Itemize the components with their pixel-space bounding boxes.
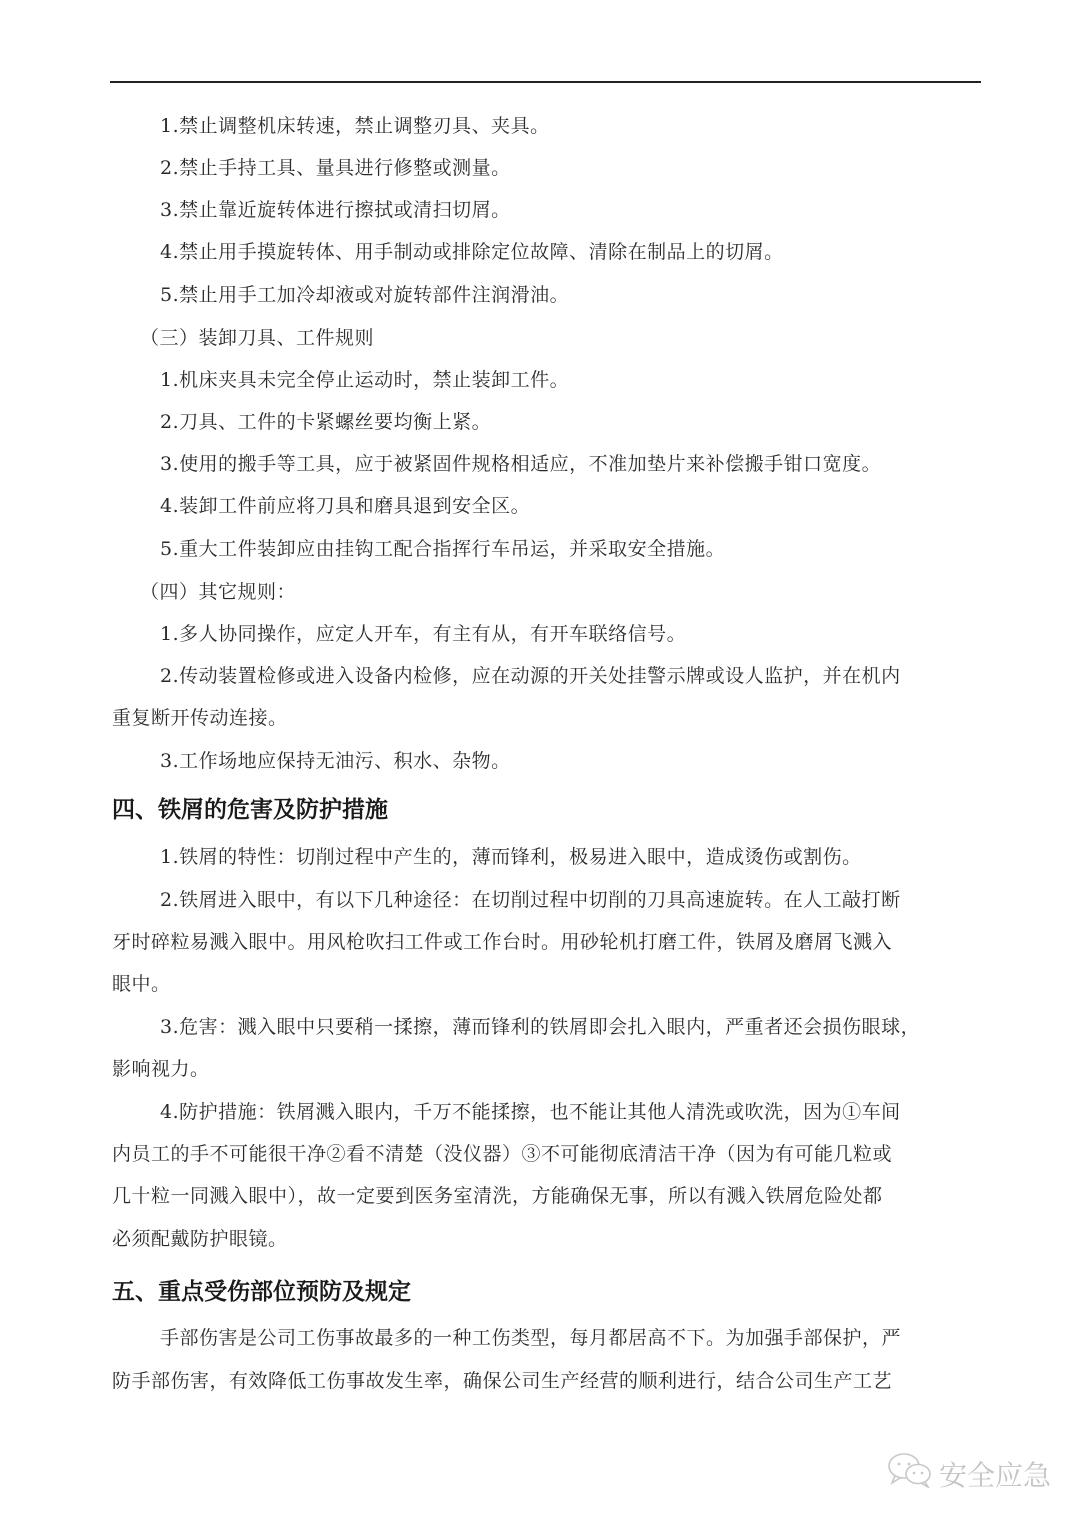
section-title-injury-prevention: 五、重点受伤部位预防及规定 [112,1279,411,1305]
rule-item: 1.多人协同操作，应定人开车，有主有从，有开车联络信号。 [160,623,687,645]
subheading-loading-rules: （三）装卸刀具、工件规则 [140,327,375,349]
rule-item: 1.机床夹具未完全停止运动时，禁止装卸工件。 [160,369,570,391]
paragraph: 2.铁屑进入眼中，有以下几种途径：在切削过程中切削的刀具高速旋转。在人工敲打断 [160,889,901,911]
paragraph: 1.铁屑的特性：切削过程中产生的，薄而锋利，极易进入眼中，造成烫伤或割伤。 [160,846,862,868]
section-title-iron-chips: 四、铁屑的危害及防护措施 [112,797,388,823]
paragraph-continuation: 必须配戴防护眼镜。 [112,1228,288,1250]
rule-item: 2.禁止手持工具、量具进行修整或测量。 [160,157,511,179]
rule-item: 3.工作场地应保持无油污、积水、杂物。 [160,750,511,772]
rule-item: 2.刀具、工件的卡紧螺丝要均衡上紧。 [160,411,492,433]
watermark-text: 安全应急 [939,1458,1052,1492]
paragraph: 3.危害：溅入眼中只要稍一揉擦，薄而锋利的铁屑即会扎入眼内，严重者还会损伤眼球， [160,1016,921,1038]
paragraph-continuation: 牙时碎粒易溅入眼中。用风枪吹扫工件或工作台时。用砂轮机打磨工件，铁屑及磨屑飞溅入 [112,931,893,953]
rule-item: 4.装卸工件前应将刀具和磨具退到安全区。 [160,495,531,517]
rule-item: 5.禁止用手工加冷却液或对旋转部件注润滑油。 [160,284,570,306]
wechat-icon [887,1452,939,1495]
paragraph-continuation: 眼中。 [112,973,171,995]
paragraph: 4.防护措施：铁屑溅入眼内，千万不能揉擦，也不能让其他人清洗或吹洗，因为①车间 [160,1101,901,1123]
rule-item: 3.禁止靠近旋转体进行擦拭或清扫切屑。 [160,199,511,221]
header-rule [110,81,981,83]
paragraph-continuation: 内员工的手不可能很干净②看不清楚（没仪器）③不可能彻底清洁干净（因为有可能几粒或 [112,1143,893,1165]
rule-item: 5.重大工件装卸应由挂钩工配合指挥行车吊运，并采取安全措施。 [160,538,726,560]
paragraph-continuation: 影响视力。 [112,1058,210,1080]
watermark [887,1452,1051,1495]
rule-item: 2.传动装置检修或进入设备内检修，应在动源的开关处挂警示牌或设人监护，并在机内 [160,665,901,687]
rule-item-continuation: 重复断开传动连接。 [112,707,288,729]
paragraph-continuation: 防手部伤害，有效降低工伤事故发生率，确保公司生产经营的顺利进行，结合公司生产工艺 [112,1370,893,1392]
rule-item: 3.使用的搬手等工具，应于被紧固件规格相适应，不准加垫片来补偿搬手钳口宽度。 [160,453,882,475]
subheading-other-rules: （四）其它规则： [140,581,297,603]
paragraph: 手部伤害是公司工伤事故最多的一种工伤类型，每月都居高不下。为加强手部保护，严 [160,1327,902,1349]
paragraph-continuation: 几十粒一同溅入眼中），故一定要到医务室清洗，方能确保无事，所以有溅入铁屑危险处都 [112,1185,883,1207]
rule-item: 1.禁止调整机床转速，禁止调整刃具、夹具。 [160,115,550,137]
rule-item: 4.禁止用手摸旋转体、用手制动或排除定位故障、清除在制品上的切屑。 [160,241,784,263]
